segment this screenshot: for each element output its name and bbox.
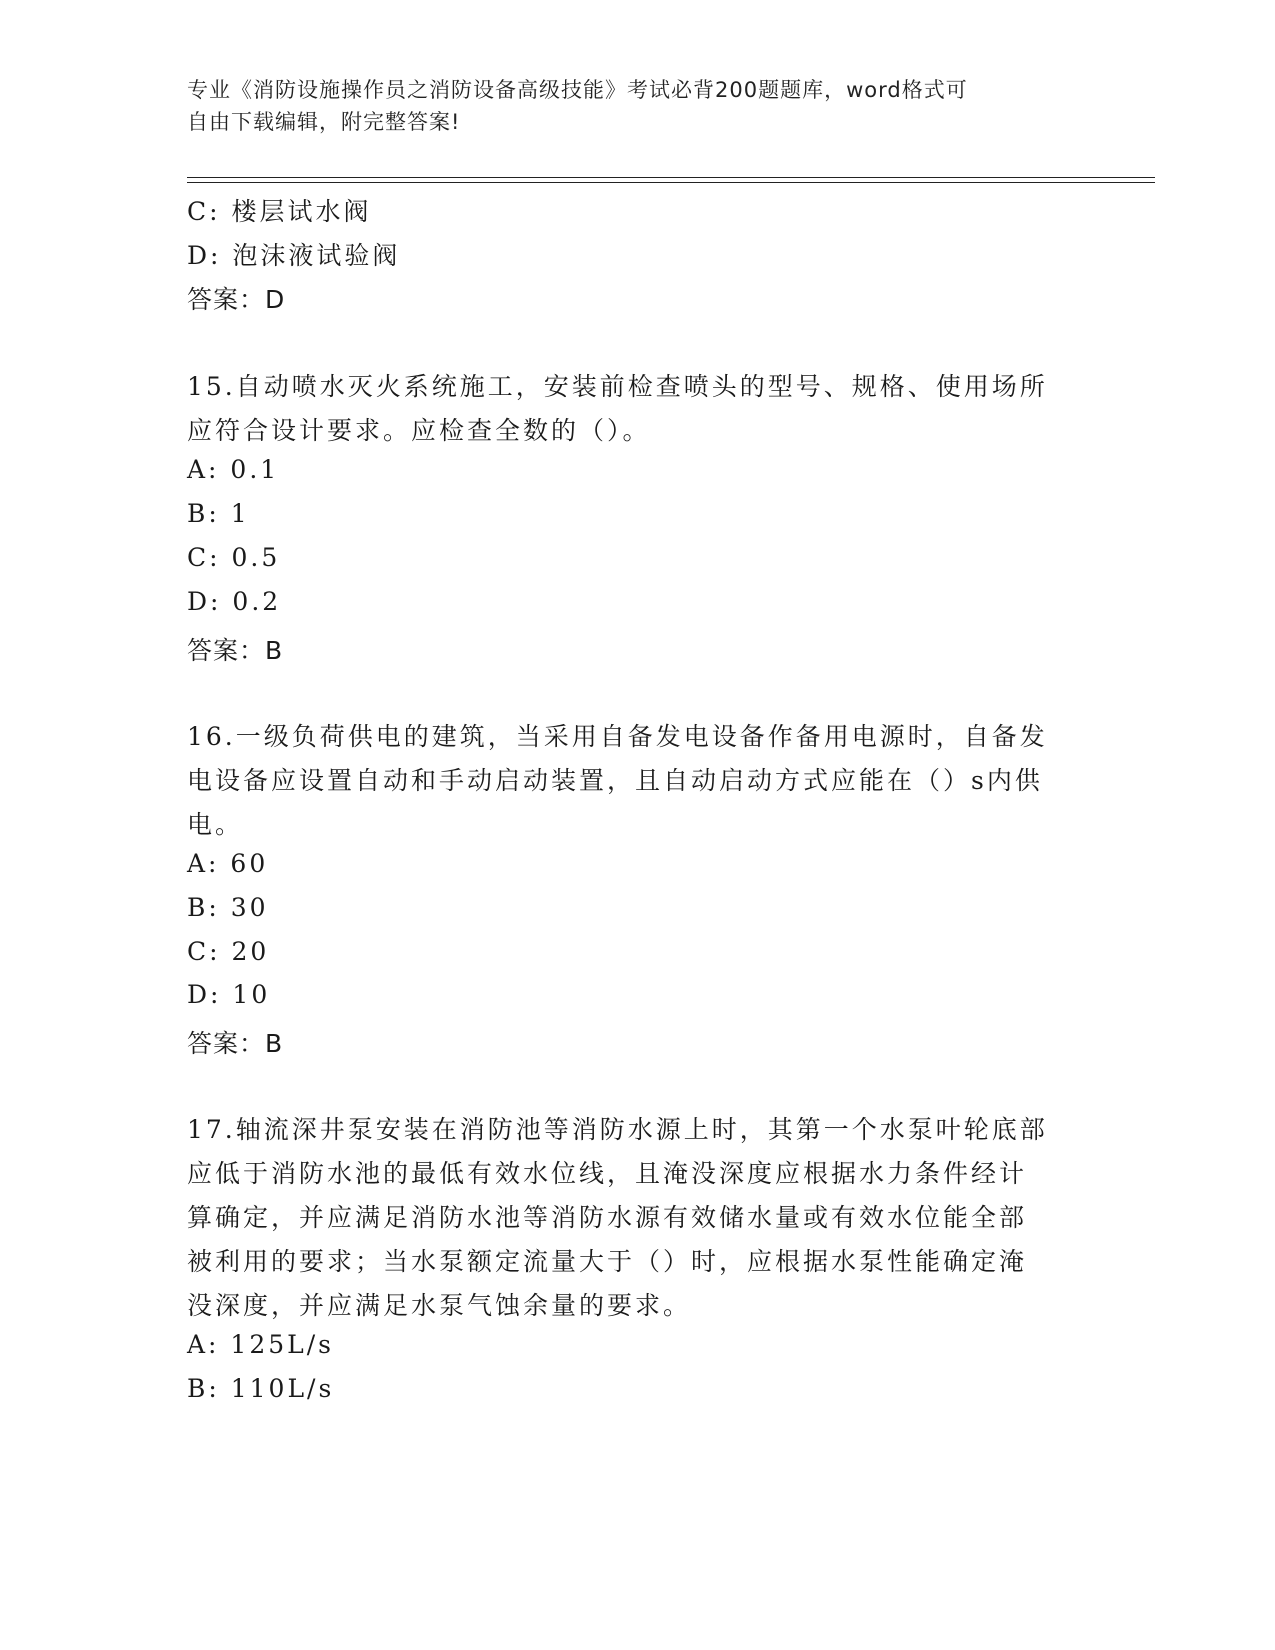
header-divider-top	[187, 177, 1155, 178]
q15-answer: 答案：B	[187, 636, 284, 665]
q15-text-line-2: 应符合设计要求。应检查全数的（）。	[187, 416, 651, 445]
q16-text-line-2: 电设备应设置自动和手动启动装置，且自动启动方式应能在（）s内供	[187, 766, 1043, 795]
q15-option-b: B: 1	[187, 499, 250, 528]
prev-option-d: D: 泡沫液试验阀	[187, 241, 401, 270]
q16-option-c: C: 20	[187, 937, 270, 966]
q17-text-line-2: 应低于消防水池的最低有效水位线，且淹没深度应根据水力条件经计	[187, 1159, 1028, 1188]
q15-option-c: C: 0.5	[187, 543, 281, 572]
q17-option-b: B: 110L/s	[187, 1374, 335, 1403]
q17-text-line-1: 17.轴流深井泵安装在消防池等消防水源上时，其第一个水泵叶轮底部	[187, 1115, 1048, 1144]
q15-option-d: D: 0.2	[187, 587, 282, 616]
q16-answer: 答案：B	[187, 1029, 284, 1058]
prev-answer: 答案：D	[187, 285, 286, 314]
q16-option-a: A: 60	[187, 849, 269, 878]
header-line-1: 专业《消防设施操作员之消防设备高级技能》考试必背200题题库，word格式可	[187, 78, 968, 102]
q17-text-line-4: 被利用的要求；当水泵额定流量大于（）时，应根据水泵性能确定淹	[187, 1247, 1028, 1276]
q17-text-line-3: 算确定，并应满足消防水池等消防水源有效储水量或有效水位能全部	[187, 1203, 1028, 1232]
document-header	[187, 74, 1067, 138]
q16-option-b: B: 30	[187, 893, 269, 922]
header-divider-bottom	[187, 182, 1155, 183]
q16-text-line-1: 16.一级负荷供电的建筑，当采用自备发电设备作备用电源时，自备发	[187, 722, 1048, 751]
q17-text-line-5: 没深度，并应满足水泵气蚀余量的要求。	[187, 1291, 692, 1320]
q16-option-d: D: 10	[187, 980, 271, 1009]
q17-option-a: A: 125L/s	[187, 1330, 334, 1359]
q15-text-line-1: 15.自动喷水灭火系统施工，安装前检查喷头的型号、规格、使用场所	[187, 372, 1048, 401]
q16-text-line-3: 电。	[187, 810, 244, 839]
prev-option-c: C: 楼层试水阀	[187, 197, 372, 226]
header-line-2: 自由下载编辑，附完整答案!	[187, 110, 461, 134]
q15-option-a: A: 0.1	[187, 455, 280, 484]
